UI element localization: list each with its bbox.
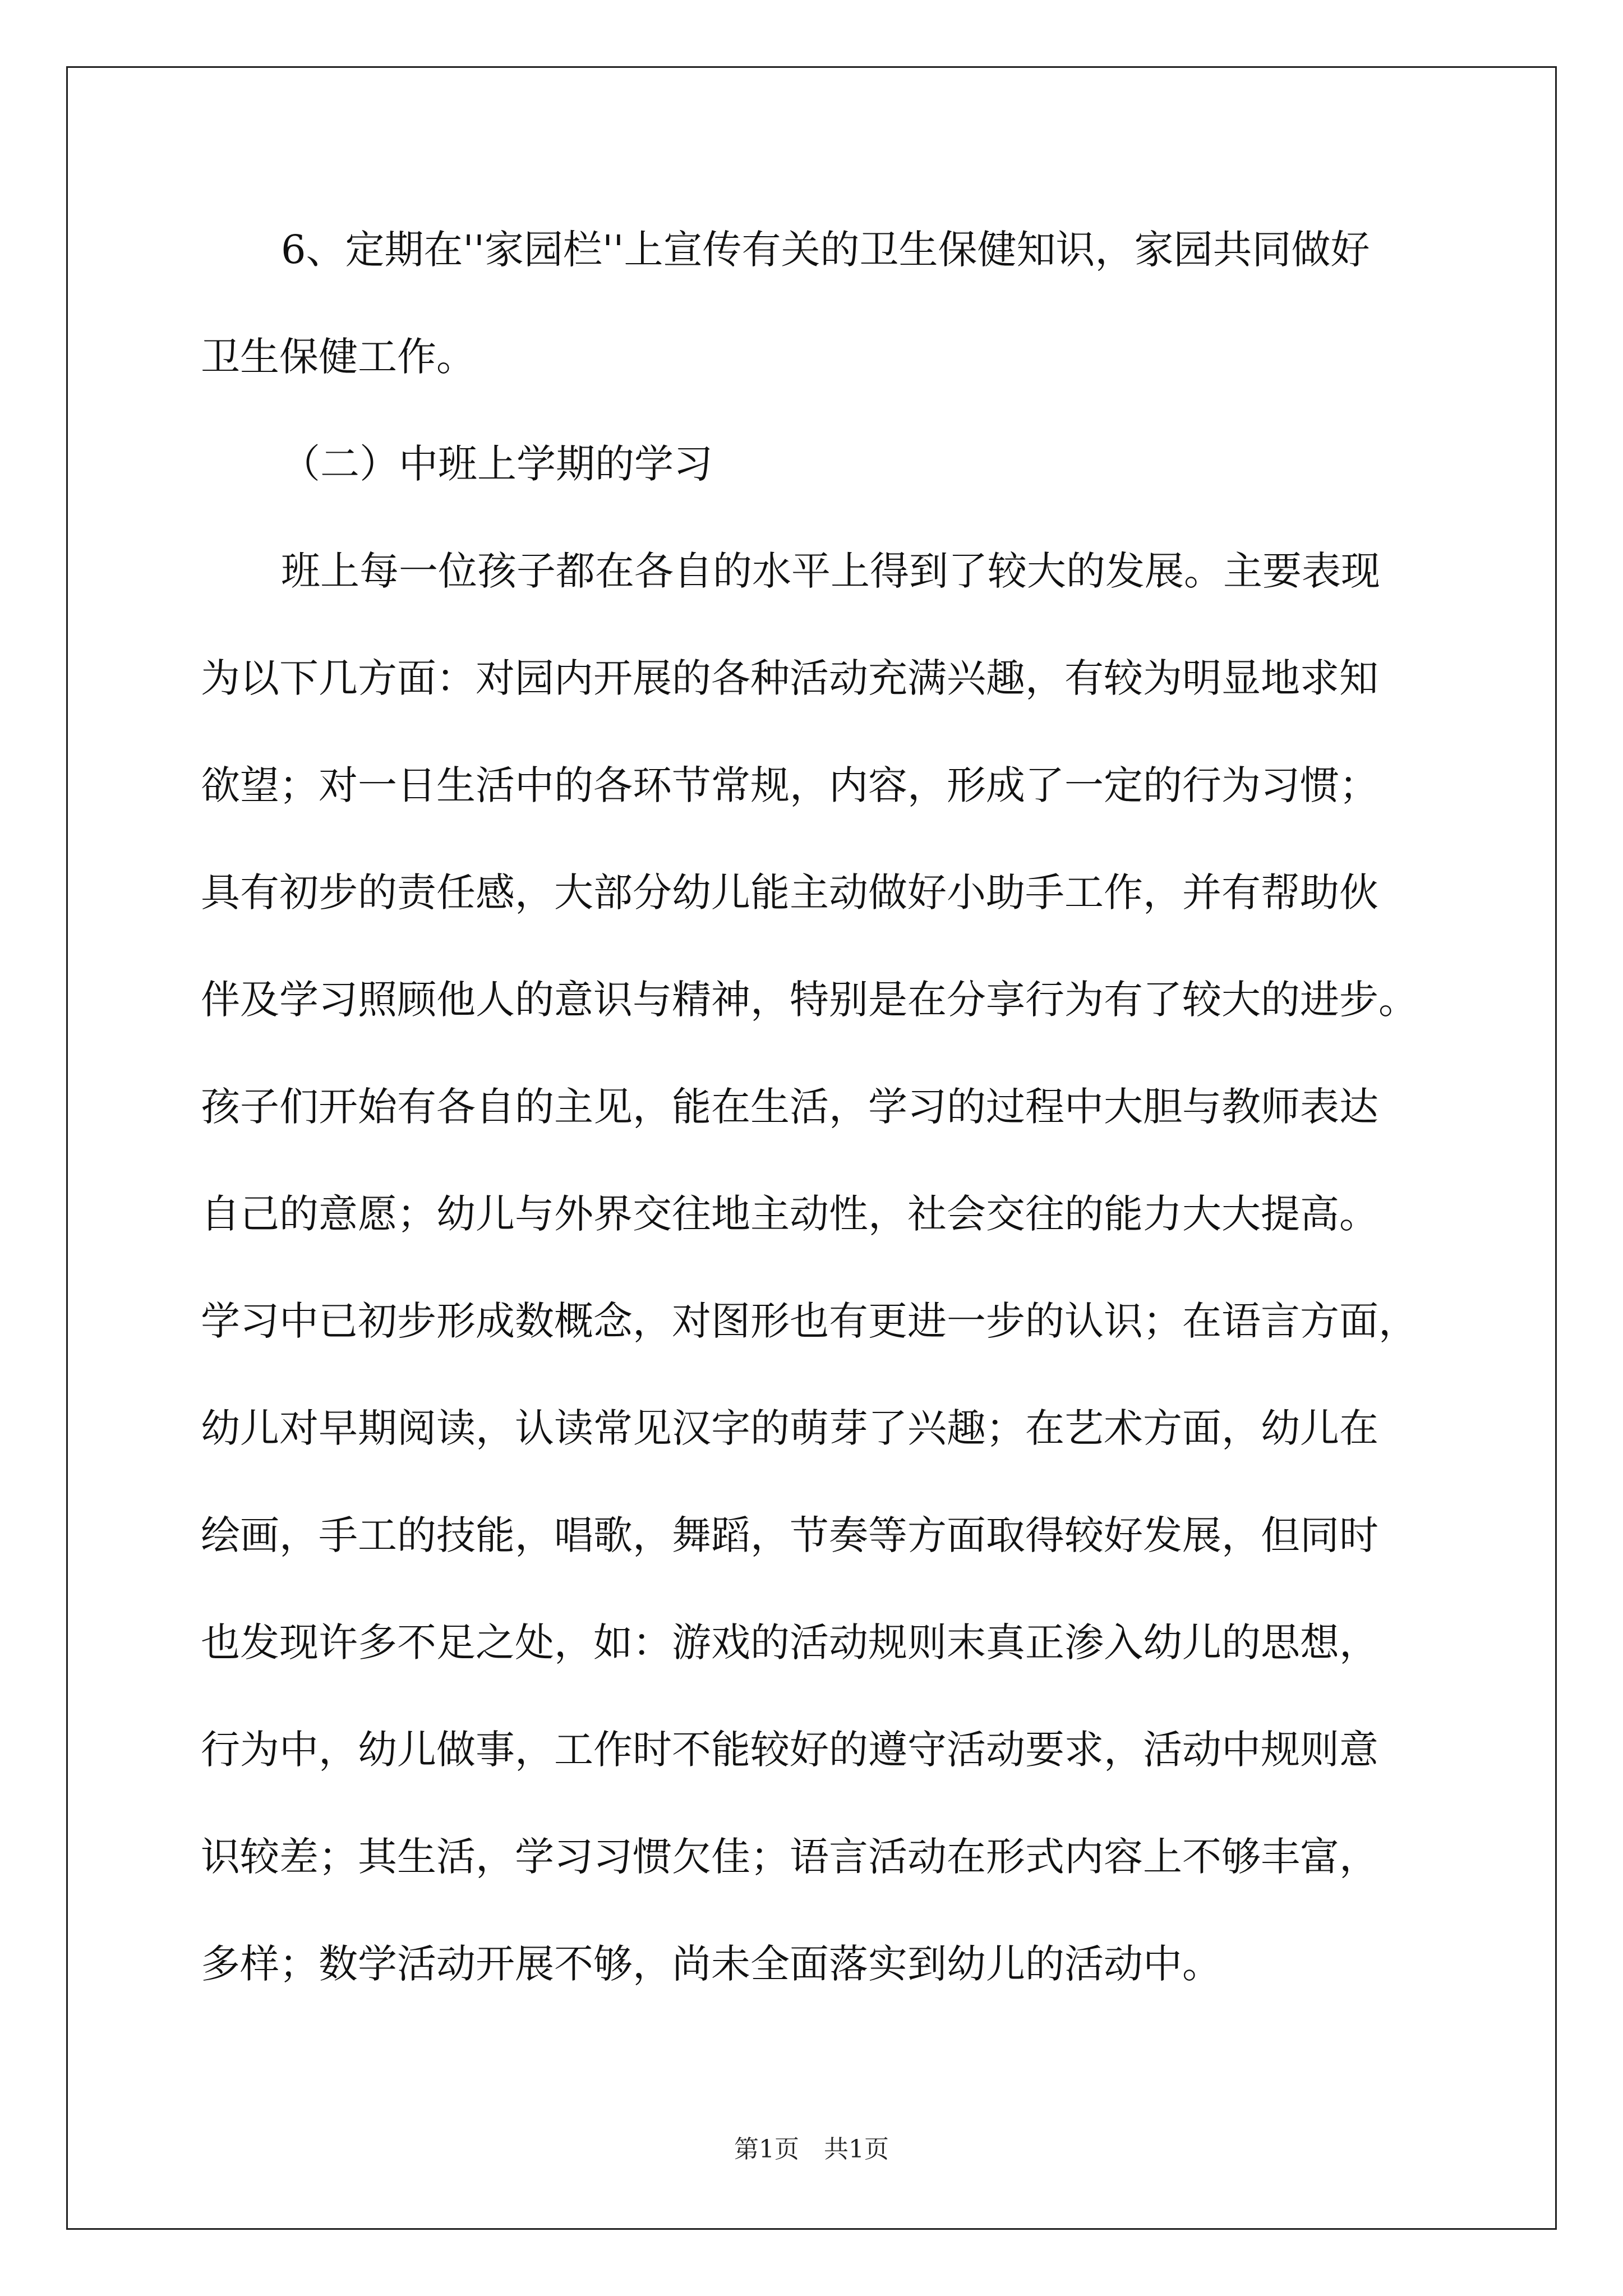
- paragraph-line: 绘画，手工的技能，唱歌，舞蹈，节奏等方面取得较好发展，但同时: [201, 1512, 1378, 1558]
- paragraph-line: 6、定期在''家园栏''上宣传有关的卫生保健知识，家园共同做好: [281, 227, 1370, 273]
- paragraph-line: 自己的意愿；幼儿与外界交往地主动性，社会交往的能力大大提高。: [201, 1191, 1378, 1237]
- paragraph-line: 欲望；对一日生活中的各环节常规，内容，形成了一定的行为习惯；: [201, 762, 1378, 808]
- paragraph-line: 幼儿对早期阅读，认读常见汉字的萌芽了兴趣；在艺术方面，幼儿在: [201, 1405, 1378, 1451]
- paragraph-line: 学习中已初步形成数概念，对图形也有更进一步的认识；在语言方面，: [201, 1298, 1418, 1344]
- page-border: [66, 66, 1557, 2230]
- paragraph-line: 识较差；其生活，学习习惯欠佳；语言活动在形式内容上不够丰富，: [201, 1834, 1378, 1880]
- paragraph-line: 行为中，幼儿做事，工作时不能较好的遵守活动要求，活动中规则意: [201, 1727, 1378, 1773]
- paragraph-line: 多样；数学活动开展不够，尚未全面落实到幼儿的活动中。: [201, 1941, 1221, 1987]
- paragraph-line: 具有初步的责任感，大部分幼儿能主动做好小助手工作，并有帮助伙: [201, 869, 1378, 915]
- paragraph-line: 卫生保健工作。: [201, 334, 476, 380]
- paragraph-line: 伴及学习照顾他人的意识与精神，特别是在分享行为有了较大的进步。: [201, 977, 1418, 1023]
- page-footer: [0, 2137, 1623, 2162]
- paragraph-line: 也发现许多不足之处，如：游戏的活动规则末真正渗入幼儿的思想，: [201, 1619, 1378, 1665]
- section-heading: （二）中班上学期的学习: [281, 441, 713, 487]
- paragraph-line: 为以下几方面：对园内开展的各种活动充满兴趣，有较为明显地求知: [201, 655, 1378, 701]
- paragraph-line: 班上每一位孩子都在各自的水平上得到了较大的发展。主要表现: [281, 548, 1380, 594]
- page-number-label: 第1页 共1页: [734, 2135, 889, 2164]
- paragraph-line: 孩子们开始有各自的主见，能在生活，学习的过程中大胆与教师表达: [201, 1084, 1378, 1130]
